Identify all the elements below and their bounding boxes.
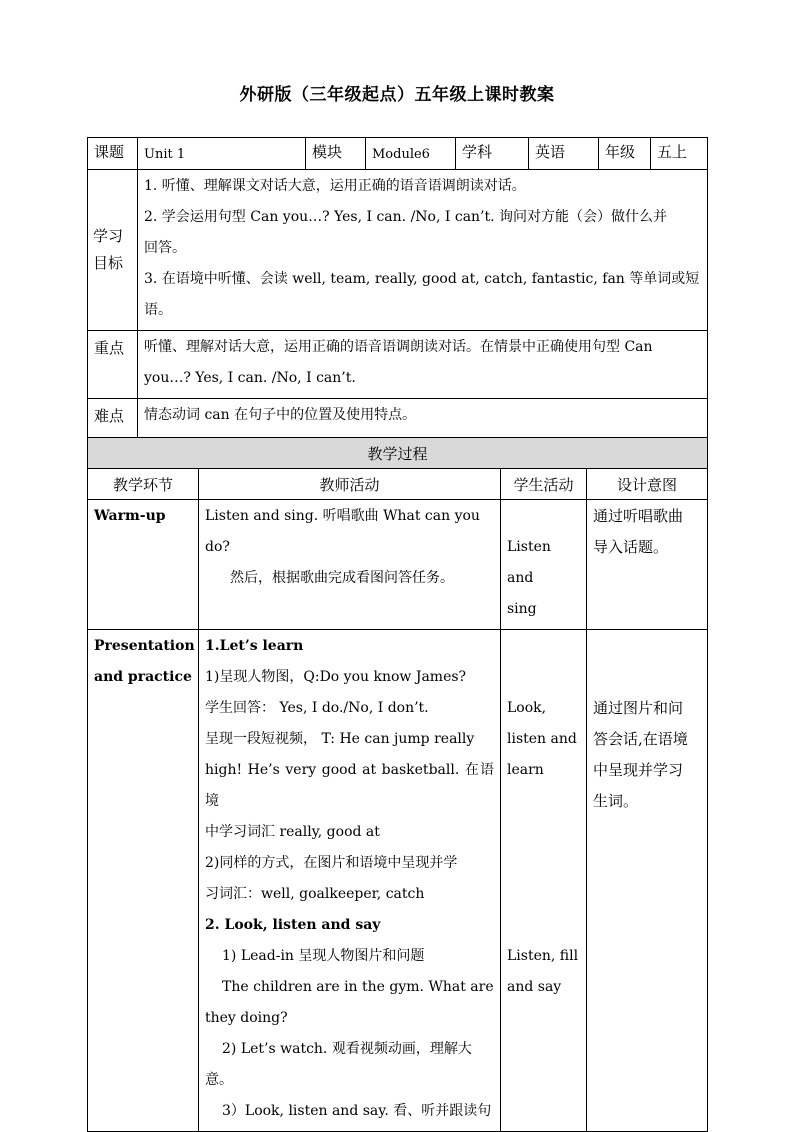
table-row: [88, 630, 708, 1132]
process-header: 教学过程: [88, 438, 708, 469]
student-line: Listen and: [507, 539, 551, 586]
stage-label: Presentation: [94, 638, 195, 654]
key-points-label: 重点: [88, 331, 138, 399]
key-point-line: 听懂、理解对话大意，运用正确的语音语调朗读对话。在情景中正确使用句型 Can: [144, 339, 653, 355]
design-intent-cell: [587, 630, 708, 1132]
teacher-line: The children are in the gym. What are: [222, 979, 494, 995]
teacher-line: do?: [205, 539, 230, 555]
goal-line: 语。: [144, 302, 172, 318]
intent-line: 导入话题。: [593, 538, 669, 556]
module-label: 模块: [306, 138, 366, 170]
grade-label: 年级: [599, 138, 651, 170]
student-line: Listen, fill: [507, 948, 579, 964]
goal-line: 2. 学会运用句型 Can you…? Yes, I can. /No, I can’t. 询问对方能（会）做什么并: [144, 209, 668, 225]
teacher-line: 2) Let’s watch. 观看视频动画，理解大: [222, 1041, 472, 1057]
intent-line: 答会话,在语境: [593, 730, 688, 748]
goals-label: 学习目标: [93, 227, 124, 272]
document-title: 外研版（三年级起点）五年级上课时教案: [239, 85, 555, 105]
teaching-process-table: [87, 437, 708, 1132]
course-label: 学科: [456, 138, 529, 170]
student-line: Look,: [507, 700, 547, 716]
module-value: Module6: [366, 138, 456, 170]
goal-line: 回答。: [144, 240, 186, 256]
student-line: and say: [507, 979, 562, 995]
teacher-line: 1) Lead-in 呈现人物图片和问题: [222, 948, 425, 964]
teacher-line: 意。: [205, 1072, 233, 1088]
goals-label-cell: [88, 170, 138, 331]
intent-line: 通过听唱歌曲: [593, 507, 684, 525]
teacher-line: they doing?: [205, 1010, 288, 1026]
teacher-line: 呈现一段短视频， T: He can jump really: [205, 731, 475, 747]
table-row: [88, 500, 708, 630]
subject-label: 课题: [88, 138, 138, 170]
difficulties-text: 情态动词 can 在句子中的位置及使用特点。: [144, 407, 417, 423]
column-header-teacher: 教师活动: [199, 469, 501, 500]
difficulties-label: 难点: [88, 399, 138, 444]
teacher-line: high! He’s very good at basketball. 在语境: [205, 762, 494, 809]
teacher-line: 中学习词汇 really, good at: [205, 824, 380, 840]
student-line: listen and: [507, 731, 577, 747]
column-header-student: 学生活动: [501, 469, 587, 500]
key-points-cell: [138, 331, 708, 399]
teacher-line: 1)呈现人物图，Q:Do you know James?: [205, 669, 467, 685]
column-header-stage: 教学环节: [88, 469, 199, 500]
stage-cell: [88, 500, 199, 630]
column-header-intent: 设计意图: [587, 469, 708, 500]
stage-label: Warm-up: [94, 508, 166, 524]
goals-cell: [138, 170, 708, 331]
goal-line: 3. 在语境中听懂、会读 well, team, really, good at, catch, fantastic, fan 等单词或短: [144, 271, 700, 287]
student-line: sing: [507, 601, 537, 617]
intent-line: 生词。: [593, 792, 639, 810]
teacher-line: 3）Look, listen and say. 看、听并跟读句: [222, 1103, 492, 1119]
teacher-line: 2)同样的方式，在图片和语境中呈现并学: [205, 855, 458, 871]
student-activity-cell: [501, 500, 587, 630]
teacher-line: 学生回答： Yes, I do./No, I don’t.: [205, 700, 429, 716]
key-point-line: you…? Yes, I can. /No, I can’t.: [144, 370, 356, 386]
teacher-line: 习词汇：well, goalkeeper, catch: [205, 886, 425, 902]
intent-line: 通过图片和问: [593, 699, 684, 717]
subject-value: Unit 1: [138, 138, 306, 170]
teacher-line: 然后，根据歌曲完成看图问答任务。: [230, 570, 454, 586]
student-line: learn: [507, 762, 544, 778]
lesson-info-table: [87, 137, 708, 444]
design-intent-cell: [587, 500, 708, 630]
teacher-activity-cell: [199, 630, 501, 1132]
grade-value: 五上: [651, 138, 708, 170]
teacher-line: 2. Look, listen and say: [205, 917, 381, 933]
goal-line: 1. 听懂、理解课文对话大意，运用正确的语音语调朗读对话。: [144, 178, 526, 194]
teacher-line: 1.Let’s learn: [205, 638, 304, 654]
course-value: 英语: [529, 138, 599, 170]
teacher-activity-cell: [199, 500, 501, 630]
intent-line: 中呈现并学习: [593, 761, 684, 779]
student-activity-cell: [501, 630, 587, 1132]
stage-label: and practice: [94, 669, 192, 685]
stage-cell: [88, 630, 199, 1132]
teacher-line: Listen and sing. 听唱歌曲 What can you: [205, 508, 480, 524]
